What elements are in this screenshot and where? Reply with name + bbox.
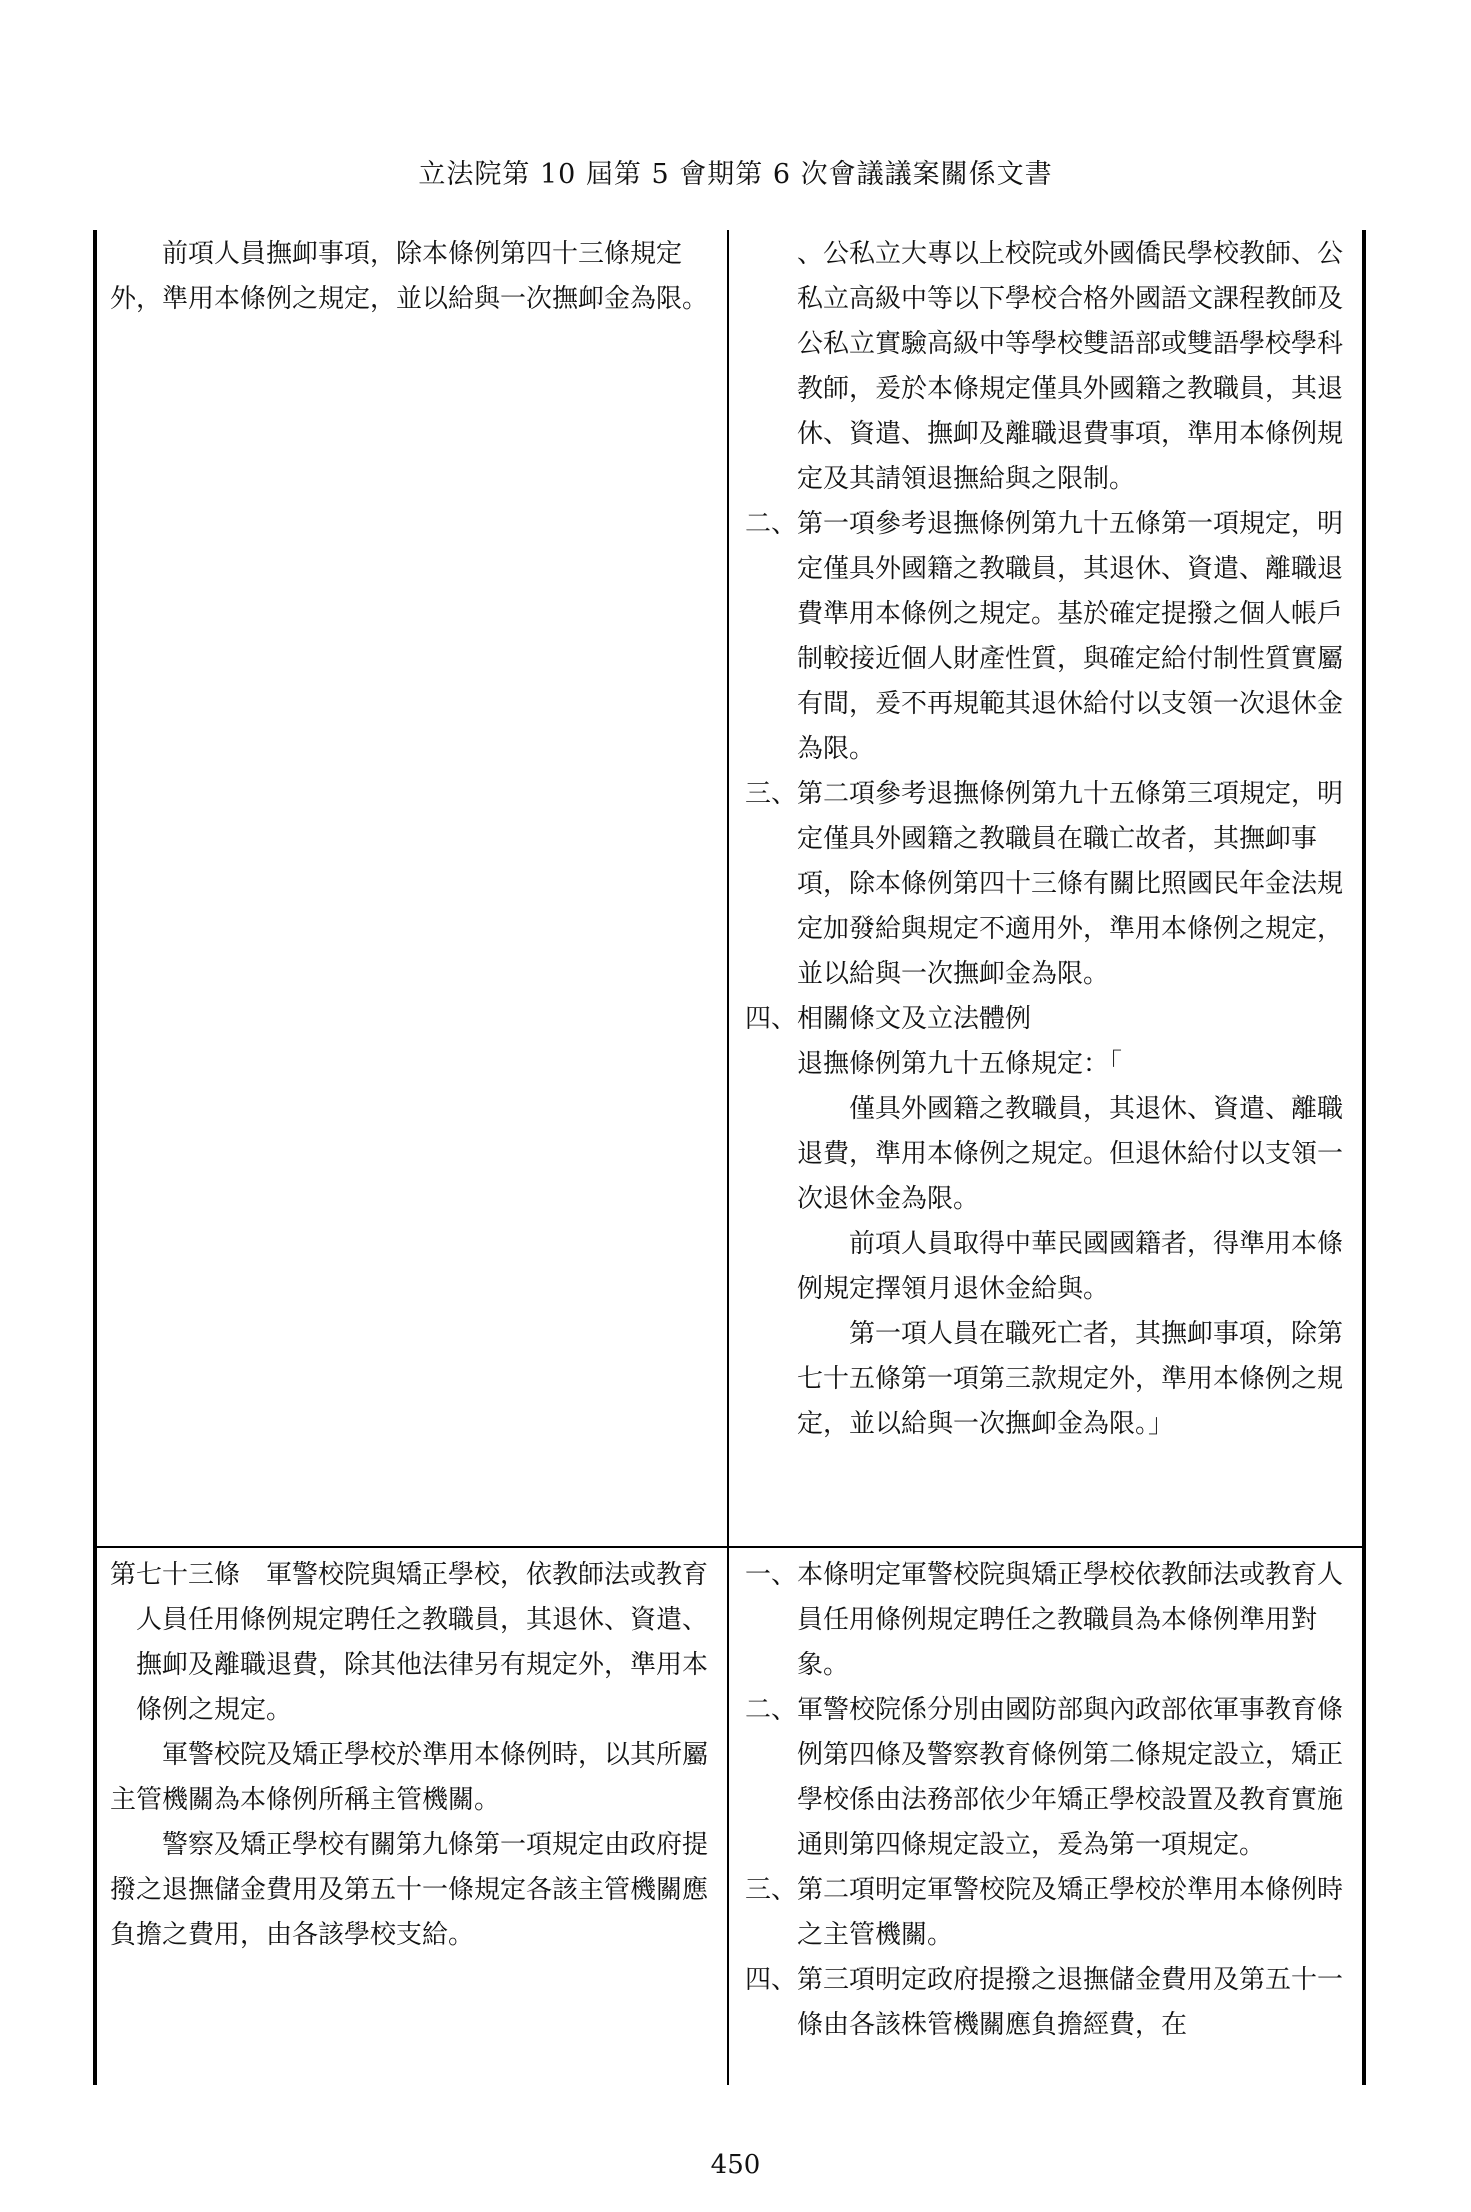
quoted-paragraph-2: 前項人員取得中華民國國籍者，得準用本條例規定擇領月退休金給與。 — [797, 1229, 1344, 1304]
page-header-title: 立法院第 10 屆第 5 會期第 6 次會議議案關係文書 — [418, 159, 1053, 190]
quoted-paragraph-1: 僅具外國籍之教職員，其退休、資遣、離職退費，準用本條例之規定。但退休給付以支領一次退休金為限。 — [797, 1094, 1344, 1214]
row2-left-cell — [110, 1553, 714, 1958]
explanation-item-1: 一、本條明定軍警校院與矯正學校依教師法或教育人員任用條例規定聘任之教職員為本條例準用對象。 — [745, 1560, 1344, 1680]
row1-right-cell — [745, 232, 1345, 1447]
explanation-item-3: 三、第二項明定軍警校院及矯正學校於準用本條例時之主管機關。 — [745, 1875, 1344, 1950]
explanation-item-4: 四、第三項明定政府提撥之退撫儲金費用及第五十一條由各該株管機關應負擔經費，在 — [745, 1965, 1344, 2040]
row2-right-cell — [745, 1553, 1345, 2048]
article-73-paragraph-3: 警察及矯正學校有關第九條第一項規定由政府提撥之退撫儲金費用及第五十一條規定各該主管機關應負擔之費用，由各該學校支給。 — [110, 1830, 709, 1950]
article-73-text: 第七十三條 軍警校院與矯正學校，依教師法或教育人員任用條例規定聘任之教職員，其退休、資遣、撫卹及離職退費，除其他法律另有規定外，準用本條例之規定。 — [110, 1560, 709, 1725]
explanation-item-4-intro: 退撫條例第九十五條規定：「 — [797, 1049, 1123, 1079]
explanation-continuation: 、公私立大專以上校院或外國僑民學校教師、公私立高級中等以下學校合格外國語文課程教師及公私立實驗高級中等學校雙語部或雙語學校學科教師，爰於本條規定僅具外國籍之教職員，其退休、資遣、撫卹及離職退費事項，準用本條例規定及其請領退撫給與之限制。 — [797, 239, 1344, 494]
table-right-border — [1362, 230, 1366, 2085]
explanation-item-4-heading: 四、相關條文及立法體例 — [745, 1004, 1032, 1034]
explanation-item-2: 二、第一項參考退撫條例第九十五條第一項規定，明定僅具外國籍之教職員，其退休、資遣、離職退費準用本條例之規定。基於確定提撥之個人帳戶制較接近個人財產性質，與確定給付制性質實屬有間，爰不再規範其退休給付以支領一次退休金為限。 — [745, 509, 1344, 764]
table-left-border — [93, 230, 97, 2085]
row-divider — [93, 1546, 1366, 1548]
row1-left-cell — [110, 232, 714, 322]
article-73-paragraph-2: 軍警校院及矯正學校於準用本條例時，以其所屬主管機關為本條例所稱主管機關。 — [110, 1740, 709, 1815]
explanation-item-3: 三、第二項參考退撫條例第九十五條第三項規定，明定僅具外國籍之教職員在職亡故者，其撫卹事項，除本條例第四十三條有關比照國民年金法規定加發給與規定不適用外，準用本條例之規定，並以給與一次撫卹金為限。 — [745, 779, 1344, 989]
article-paragraph: 前項人員撫卹事項，除本條例第四十三條規定外，準用本條例之規定，並以給與一次撫卹金為限。 — [110, 239, 709, 314]
quoted-paragraph-3: 第一項人員在職死亡者，其撫卹事項，除第七十五條第一項第三款規定外，準用本條例之規定，並以給與一次撫卹金為限。」 — [797, 1319, 1344, 1439]
page-number: 450 — [710, 2150, 761, 2180]
column-divider — [727, 230, 729, 2085]
explanation-item-2: 二、軍警校院係分別由國防部與內政部依軍事教育條例第四條及警察教育條例第二條規定設立，矯正學校係由法務部依少年矯正學校設置及教育實施通則第四條規定設立，爰為第一項規定。 — [745, 1695, 1344, 1860]
